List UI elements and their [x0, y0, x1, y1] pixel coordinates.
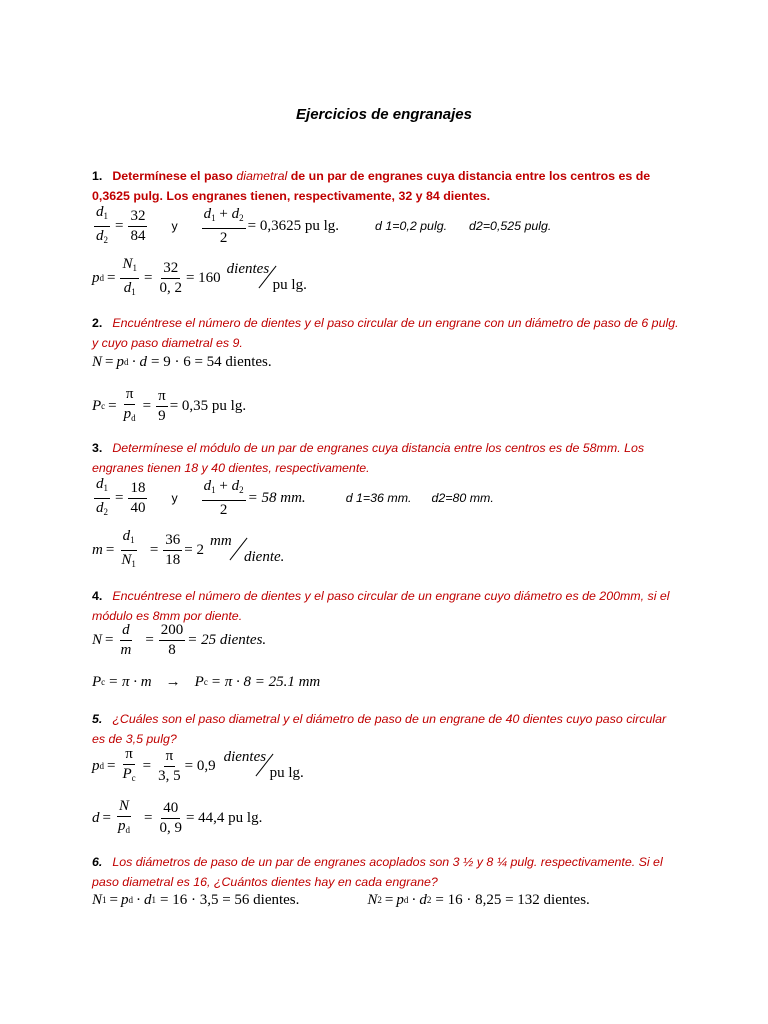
problem-2-statement: 2. Encuéntrese el número de dientes y el paso circular de un engrane con un diámetro de paso de 6 pulg. y cuyo paso diametral es 9. [92, 316, 679, 350]
problem-4-equation-1: N = $\frac{d}{m}$ = $\frac{200}{8}$ = 25 dientes. [92, 621, 267, 658]
problem-number: 1. [92, 169, 103, 183]
ratio-32-84: $\frac{32}{84}$ [130, 207, 146, 244]
unit-teeth-per-inch: dientes pu lg. [226, 261, 307, 293]
problem-3-equation-2: m = $\frac{d_1}{N_1}$ = $\frac{36}{18}$ = 2 mm diente. [92, 530, 306, 570]
problem-6-equations: N 1 = p d · d 1 = 16 · 3,5 = 56 dientes. N 2 = p d · d 2 = 16 · 8,25 = 132 dientes. [92, 891, 590, 908]
problem-4-statement: 4. Encuéntrese el número de dientes y el paso circular de un engrane cuyo diámetro es de 200mm, si el módulo es 8mm por diente. [92, 589, 670, 623]
ratio-d1-d2: $\frac{d_1}{d_2}$ [96, 203, 108, 245]
problem-1-statement: 1. Determínese el paso diametral de un par de engranes cuya distancia entre los centros es de 0,3625 pulg. Los engranes tienen, respectivamente, 32 y 84 dientes. [92, 169, 651, 203]
problem-3-equation-1: $\frac{d_1}{d_2}$ = $\frac{18}{40}$ y $\frac{d_1 + d_2}{2}$ = 58 mm. d 1=36 mm. d2=80 mm. [96, 475, 494, 518]
unit-mm-per-tooth: mm diente. [210, 533, 285, 565]
problem-2-equation-1: N = p d · d = 9 · 6 = 54 dientes. [92, 353, 272, 370]
problem-5-statement: 5. ¿Cuáles son el paso diametral y el diámetro de paso de un engrane de 40 dientes cuyo paso circular es de 3,5 pulg? [92, 712, 667, 746]
problem-4-equation-2: P c = π · m → P c = π · 8 = 25.1 mm [92, 673, 321, 690]
unit-teeth-per-inch: dientes pu lg. [223, 749, 304, 781]
problem-3-statement: 3. Determínese el módulo de un par de engranes cuya distancia entre los centros es de 58mm. Los engranes tienen 18 y 40 dientes, respectivamente. [92, 441, 645, 475]
problem-5-equation-1: p d = $\frac{\pi}{P_c}$ = $\frac{\pi}{3, 5}$ = 0,9 dientes pu lg. [92, 746, 320, 786]
problem-2-equation-2: P c = $\frac{\pi}{p_d}$ = $\frac{\pi}{9}$ = 0,35 pu lg. [92, 385, 247, 424]
page-title: Ejercicios de engranajes [296, 106, 472, 123]
problem-1-equation-2: p d = $\frac{N_1}{d_1}$ = $\frac{32}{0, 2}$ = 160 dientes pu lg. [92, 258, 323, 298]
center-distance-fraction: $\frac{d_1 + d_2}{2}$ [203, 205, 244, 246]
problem-1-equation-1: $\frac{d_1}{d_2}$ = $\frac{32}{84}$ y $\frac{d_1 + d_2}{2}$ = 0,3625 pu lg. d 1=0,2 pulg. d2=0,525 pulg. [92, 206, 551, 246]
problem-5-equation-2: d = $\frac{N}{p_d}$ = $\frac{40}{0, 9}$ = 44,4 pu lg. [92, 797, 263, 836]
problem-6-statement: 6. Los diámetros de paso de un par de engranes acoplados son 3 ½ y 8 ¼ pulg. respectivamente. Si el paso diametral es 16, ¿Cuántos dientes hay en cada engrane? [92, 855, 663, 889]
